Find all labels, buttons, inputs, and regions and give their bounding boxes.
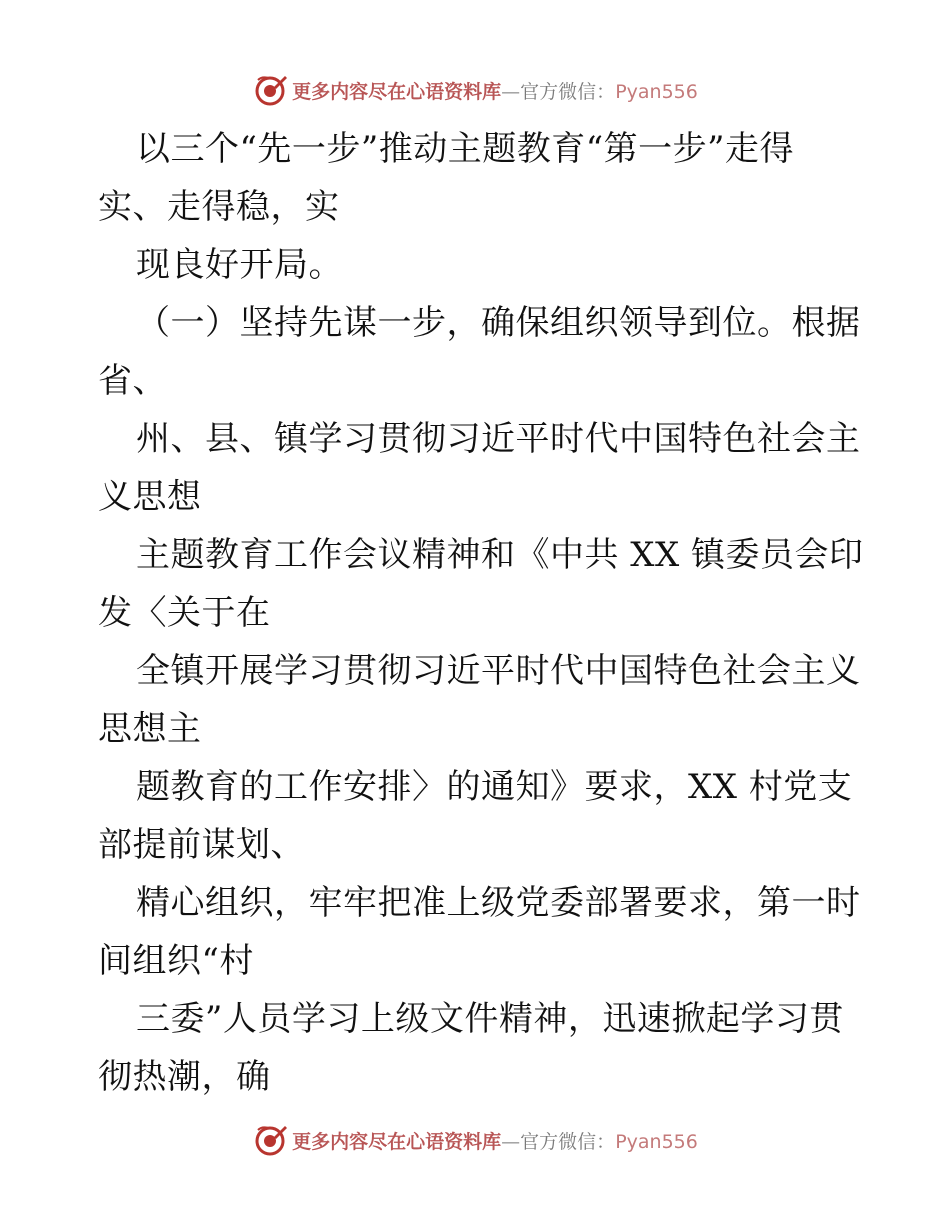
body-line: 思想主 bbox=[98, 709, 202, 749]
body-line: 义思想 bbox=[98, 477, 202, 517]
header-watermark-banner bbox=[0, 70, 950, 110]
body-line: 现良好开局。 bbox=[136, 245, 343, 285]
body-line: 三委”人员学习上级文件精神，迅速掀起学习贯 bbox=[136, 999, 844, 1039]
footer-watermark-banner bbox=[0, 1120, 950, 1160]
pen-logo-icon bbox=[252, 1122, 288, 1158]
header-watermark-text bbox=[292, 77, 698, 104]
body-line: （一）坚持先谋一步，确保组织领导到位。根据 bbox=[136, 303, 861, 343]
header-official-label: 官方微信： bbox=[520, 80, 616, 103]
footer-brand-text: 更多内容尽在心语资料库 bbox=[292, 1130, 502, 1153]
footer-dash: — bbox=[501, 1130, 521, 1153]
document-body bbox=[98, 120, 864, 1106]
body-line: 主题教育工作会议精神和《中共 XX 镇委员会印 bbox=[136, 535, 864, 575]
header-dash: — bbox=[501, 80, 521, 103]
body-line: 以三个“先一步”推动主题教育“第一步”走得 bbox=[136, 129, 795, 169]
header-brand-text: 更多内容尽在心语资料库 bbox=[292, 80, 502, 103]
body-line: 彻热潮，确 bbox=[98, 1057, 271, 1097]
body-line: 州、县、镇学习贯彻习近平时代中国特色社会主 bbox=[136, 419, 861, 459]
body-line: 省、 bbox=[98, 361, 167, 401]
body-line: 发〈关于在 bbox=[98, 593, 271, 633]
body-line: 部提前谋划、 bbox=[98, 825, 305, 865]
body-line: 精心组织，牢牢把准上级党委部署要求，第一时 bbox=[136, 883, 861, 923]
body-line: 全镇开展学习贯彻习近平时代中国特色社会主义 bbox=[136, 651, 861, 691]
footer-official-label: 官方微信： bbox=[520, 1130, 616, 1153]
body-line: 实、走得稳，实 bbox=[98, 187, 340, 227]
footer-watermark-text bbox=[292, 1127, 698, 1154]
body-line: 间组织“村 bbox=[98, 941, 254, 981]
footer-wechat-id: Pyan556 bbox=[615, 1130, 698, 1153]
header-wechat-id: Pyan556 bbox=[615, 80, 698, 103]
body-line: 题教育的工作安排〉的通知》要求，XX 村党支 bbox=[136, 767, 853, 807]
pen-logo-icon bbox=[252, 72, 288, 108]
